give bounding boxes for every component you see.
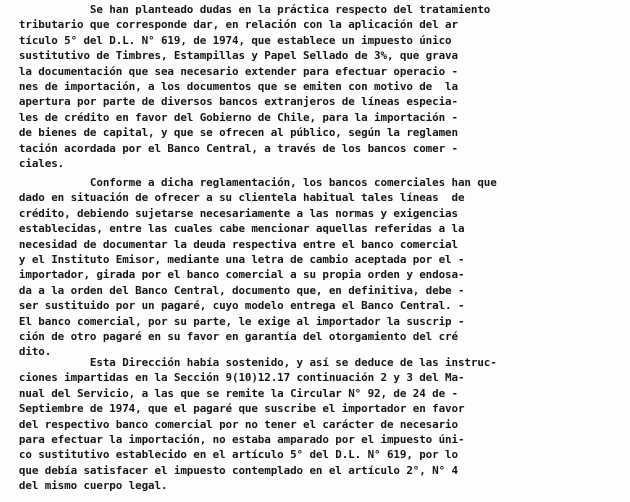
text-line: tículo 5° del D.L. N° 619, de 1974, que establece un impuesto único — [6, 33, 452, 47]
text-line: ciales. — [6, 156, 65, 170]
text-line: co sustitutivo establecido en el artículo 5° del D.L. N° 619, por lo — [6, 448, 458, 462]
text-line: la documentación que sea necesario extender para efectuar operacio - — [6, 64, 458, 78]
text-line: ser sustituido por un pagaré, cuyo modelo entrega el Banco Central. - — [6, 299, 465, 313]
text-line: nual del Servicio, a las que se remite la Circular N° 92, de 24 de - — [6, 386, 458, 400]
text-line: sustitutivo de Timbres, Estampillas y Papel Sellado de 3%, que grava — [6, 49, 458, 63]
text-line: apertura por parte de diversos bancos extranjeros de líneas especia- — [6, 95, 458, 109]
text-line: importador, girada por el banco comercial a su propia orden y endosa- — [6, 268, 465, 282]
text-line: Esta Dirección había sostenido, y así se deduce de las instruc- — [6, 356, 497, 369]
text-line: ción de otro pagaré en su favor en garantía del otorgamiento del cré — [6, 329, 458, 343]
text-line: necesidad de documentar la deuda respectiva entre el banco comercial — [6, 237, 458, 251]
text-line: establecidas, entre las cuales cabe mencionar aquellas referidas a la — [6, 222, 465, 236]
text-line: del mismo cuerpo legal. — [6, 479, 168, 493]
text-line: Septiembre de 1974, que el pagaré que suscribe el importador en favor — [6, 402, 465, 416]
text-line: El banco comercial, por su parte, le exige al importador la suscrip - — [6, 314, 465, 328]
text-line: nes de importación, a los documentos que se emiten con motivo de la — [6, 79, 458, 93]
text-line: del respectivo banco comercial por no tener el carácter de necesario — [6, 417, 458, 431]
text-line: Conforme a dicha reglamentación, los bancos comerciales han que — [6, 176, 497, 189]
text-line: que debía satisfacer el impuesto contemplado en el artículo 2°, N° 4 — [6, 463, 458, 477]
text-line: de bienes de capital, y que se ofrecen al público, según la reglamen — [6, 126, 458, 140]
paragraph-direccion-instrucciones — [6, 355, 626, 494]
text-line: da a la orden del Banco Central, documento que, en definitiva, debe - — [6, 283, 465, 297]
text-line: tación acordada por el Banco Central, a través de los bancos comer - — [6, 141, 458, 155]
text-line: les de crédito en favor del Gobierno de Chile, para la importación - — [6, 110, 458, 124]
text-line: para efectuar la importación, no estaba amparado por el impuesto úni- — [6, 432, 465, 446]
text-line: tributario que corresponde dar, en relación con la aplicación del ar — [6, 18, 458, 32]
text-line: ciones impartidas en la Sección 9(10)12.17 continuación 2 y 3 del Ma- — [6, 371, 465, 385]
text-line: y el Instituto Emisor, mediante una letra de cambio aceptada por el - — [6, 252, 465, 266]
text-line: crédito, debiendo sujetarse necesariamente a las normas y exigencias — [6, 206, 458, 220]
text-line: dado en situación de ofrecer a su clientela habitual tales líneas de — [6, 191, 465, 205]
paragraph-tratamiento-tributario — [6, 2, 626, 171]
text-line: dito. — [6, 345, 52, 359]
text-line: Se han planteado dudas en la práctica respecto del tratamiento — [6, 3, 491, 16]
paragraph-reglamentacion-bancos — [6, 175, 626, 360]
